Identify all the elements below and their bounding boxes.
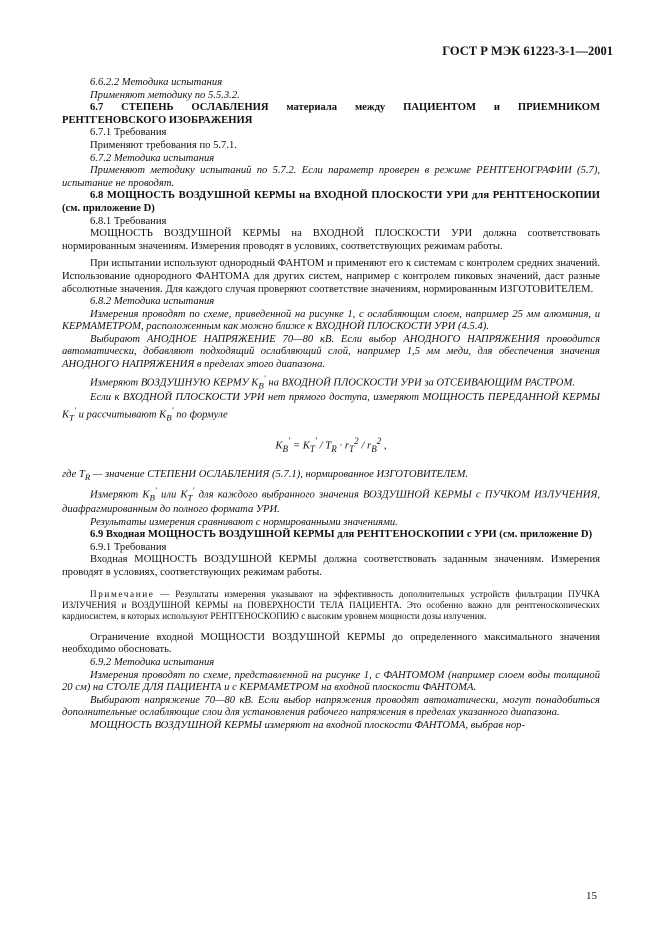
note-label: Примечание (90, 588, 155, 599)
subscript: T (309, 443, 315, 454)
subscript: B (371, 443, 377, 454)
page-body (62, 77, 600, 733)
text-run: или K (156, 489, 188, 501)
formula-symbol: , (381, 439, 387, 452)
text-run: Измеряют ВОЗДУШНУЮ КЕРМУ K (90, 377, 259, 389)
paragraph: Применяют методику испытаний по 5.7.2. Если параметр проверен в режиме РЕНТГЕНОГРАФИИ (5.7), испытание не проводят. (62, 165, 600, 189)
subscript: B (258, 380, 264, 391)
subscript: T (349, 443, 355, 454)
superscript: ′ (288, 435, 291, 446)
paragraph (62, 392, 600, 425)
clause-heading: 6.9.1 Требования (90, 541, 167, 553)
paragraph: Выбирают АНОДНОЕ НАПРЯЖЕНИЕ 70—80 кВ. Если выбор АНОДНОГО НАПРЯЖЕНИЯ проводится автоматически, добавляют подходящий ослабляющий слой, например 1,5 мм меди, для обеспечения значения АНОДНОГО НАПРЯЖЕНИЯ в пределах этого диапазона. (62, 333, 600, 371)
subscript: B (166, 413, 172, 424)
clause-heading: 6.7.1 Требования (90, 127, 167, 139)
text-run: где T (62, 469, 85, 481)
formula-symbol: = K (290, 439, 310, 452)
subscript: R (84, 472, 91, 483)
paragraph: Измерения проводят по схеме, приведенной на рисунке 1, с ослабляющим слоем, например 25 мм алюминия, и КЕРМАМЕТРОМ, расположенным как можно ближе к ВХОДНОЙ ПЛОСКОСТИ УРИ (4.5.4). (62, 308, 600, 333)
subscript: B (282, 443, 289, 454)
clause-heading: 6.8.2 Методика испытания (90, 296, 215, 308)
superscript: ′ (314, 435, 317, 446)
paragraph: Измерения проводят по схеме, представленной на рисунке 1, с ФАНТОМОМ (например слоем воды толщиной 20 см) на СТОЛЕ ДЛЯ ПАЦИЕНТА и с КЕРМАМЕТРОМ на входной плоскости ФАНТОМА. (62, 669, 600, 694)
paragraph: Выбирают напряжение 70—80 кВ. Если выбор напряжения проводят автоматически, могут понадобиться дополнительные ослабляющие слои для установления рабочего напряжения в пределах указанного диапазона. (62, 694, 600, 719)
text-run: Если к ВХОДНОЙ ПЛОСКОСТИ УРИ нет прямого доступа, измеряют МОЩНОСТЬ ПЕРЕДАННОЙ КЕРМЫ K (62, 391, 600, 422)
clause-heading: 6.6.2.2 Методика испытания (90, 77, 223, 88)
clause-heading: 6.8.1 Требования (90, 215, 167, 227)
paragraph: МОЩНОСТЬ ВОЗДУШНОЙ КЕРМЫ на ВХОДНОЙ ПЛОСКОСТИ УРИ должна соответствовать нормированным значениям. Измерения проводят в условиях, соответствующих режимам работы. (62, 228, 600, 252)
section-heading: 6.7 СТЕПЕНЬ ОСЛАБЛЕНИЯ материала между ПАЦИЕНТОМ и ПРИЕМНИКОМ РЕНТГЕНОВСКОГО ИЗОБРАЖЕНИЯ (62, 102, 600, 126)
paragraph: Применяют методику по 5.5.3.2. (90, 89, 240, 101)
subscript: T (187, 492, 193, 503)
clause-heading: 6.7.2 Методика испытания (90, 152, 215, 164)
text-run: по формуле (173, 410, 228, 422)
paragraph: Результаты измерения сравнивают с нормированными значениями. (90, 516, 398, 528)
section-heading: 6.9 Входная МОЩНОСТЬ ВОЗДУШНОЙ КЕРМЫ для РЕНТГЕНОСКОПИИ с УРИ (см. приложение D) (90, 529, 593, 541)
formula-symbol: · r (336, 439, 350, 452)
paragraph (62, 484, 600, 517)
paragraph: Входная МОЩНОСТЬ ВОЗДУШНОЙ КЕРМЫ должна соответствовать заданным значениям. Измерения проводят в условиях, соответствующих режимам работы. (62, 554, 600, 578)
superscript: ′ (263, 372, 266, 383)
text-run: на ВХОДНОЙ ПЛОСКОСТИ УРИ за ОТСЕИВАЮЩИМ РАСТРОМ. (265, 377, 575, 389)
paragraph: При испытании используют однородный ФАНТОМ и применяют его к системам с контролем средних значений. Использование однородного ФАНТОМА для других систем, например с контролем пиковых значений, даст разные абсолютные значения. Для каждого случая проверяют соответствие значениям, нормированным ИЗГОТОВИТЕЛЕМ. (62, 258, 600, 295)
paragraph (62, 469, 600, 484)
superscript: ′ (171, 405, 174, 416)
formula-symbol: / r (358, 439, 372, 452)
subscript: B (149, 492, 155, 503)
note (62, 589, 600, 623)
note-text: — Результаты измерения указывают на эффективность дополнительных устройств фильтрации ПУЧКА ИЗЛУЧЕНИЯ и ВОЗДУШНОЙ КЕРМЫ на ПОВЕРХНОСТИ ТЕЛА ПАЦИЕНТА. Это особенно важно для рентгеноскопических кардиосистем, в которых используют РЕНТГЕНОСКОПИЮ с высоким уровнем мощности дозы излучения. (62, 588, 600, 622)
formula-symbol: K (275, 439, 283, 452)
standard-code: ГОСТ Р МЭК 61223-3-1—2001 (442, 44, 613, 58)
section-heading: 6.8 МОЩНОСТЬ ВОЗДУШНОЙ КЕРМЫ на ВХОДНОЙ ПЛОСКОСТИ УРИ для РЕНТГЕНОСКОПИИ (см. приложение D) (62, 190, 600, 214)
clause-heading: 6.9.2 Методика испытания (90, 656, 215, 668)
formula-symbol: / T (316, 439, 332, 452)
paragraph (62, 372, 600, 392)
superscript: ′ (192, 484, 195, 495)
page-number: 15 (586, 890, 597, 902)
formula (62, 435, 600, 455)
paragraph: МОЩНОСТЬ ВОЗДУШНОЙ КЕРМЫ измеряют на входной плоскости ФАНТОМА, выбрав нор- (90, 719, 525, 731)
superscript: ′ (154, 484, 157, 495)
subscript: T (69, 413, 74, 424)
superscript: ′ (74, 405, 76, 416)
text-run: для каждого выбранного значения ВОЗДУШНОЙ КЕРМЫ с ПУЧКОМ ИЗЛУЧЕНИЯ, диафрагмированным до полного формата УРИ. (62, 489, 600, 515)
text-run: и рассчитывают K (75, 410, 167, 422)
text-run: Измеряют K (90, 489, 150, 501)
superscript: 2 (376, 435, 382, 446)
paragraph: Применяют требования по 5.7.1. (90, 139, 237, 151)
text-run: — значение СТЕПЕНИ ОСЛАБЛЕНИЯ (5.7.1), нормированное ИЗГОТОВИТЕЛЕМ. (90, 469, 469, 481)
paragraph: Ограничение входной МОЩНОСТИ ВОЗДУШНОЙ КЕРМЫ до определенного максимального значения необходимо обосновать. (62, 631, 600, 656)
subscript: R (331, 443, 337, 454)
superscript: 2 (354, 435, 359, 446)
